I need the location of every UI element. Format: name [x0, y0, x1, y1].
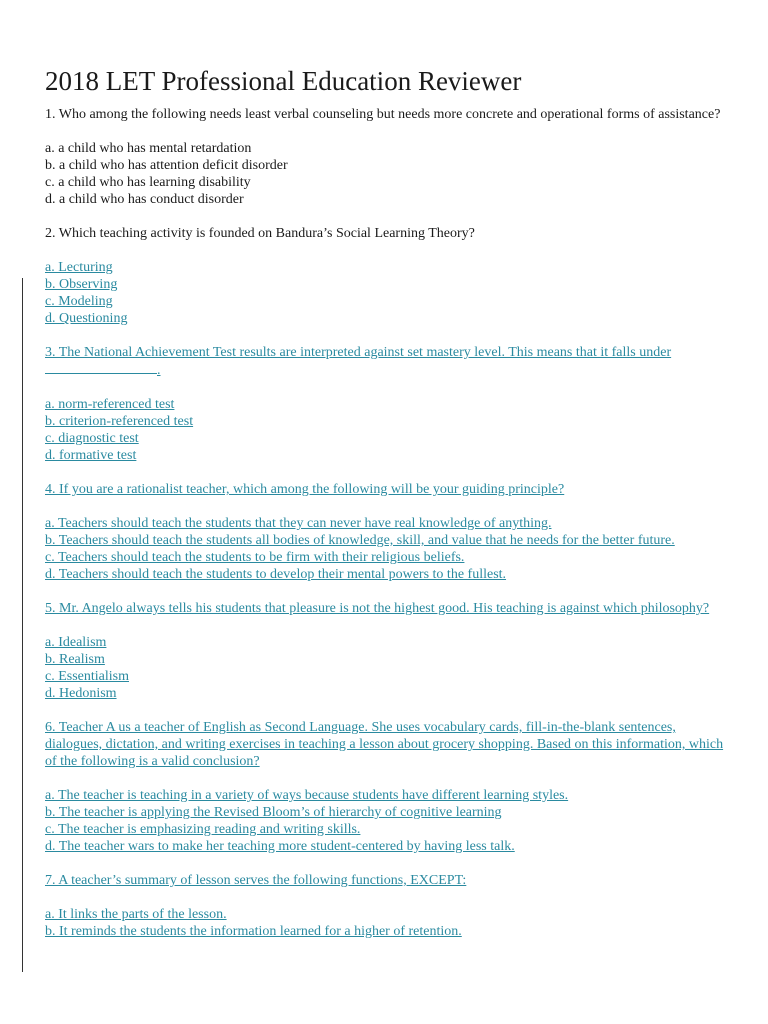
option-2b[interactable]: b. Observing	[45, 277, 118, 292]
answer-blank	[45, 361, 157, 374]
option-4a[interactable]: a. Teachers should teach the students that they can never have real knowledge of anything.	[45, 516, 552, 531]
question-2: 2. Which teaching activity is founded on Bandura’s Social Learning Theory?	[45, 226, 475, 241]
option-4b[interactable]: b. Teachers should teach the students all bodies of knowledge, skill, and value that he needs for the better future.	[45, 533, 675, 548]
question-3-options	[45, 396, 725, 464]
question-3-block	[45, 344, 725, 379]
option-2a[interactable]: a. Lecturing	[45, 260, 113, 275]
option-3d[interactable]: d. formative test	[45, 448, 137, 463]
question-2-options	[45, 259, 725, 327]
margin-change-bar	[22, 278, 23, 972]
option-1a: a. a child who has mental retardation	[45, 141, 252, 156]
option-4c[interactable]: c. Teachers should teach the students to be firm with their religious beliefs.	[45, 550, 465, 565]
question-7[interactable]: 7. A teacher’s summary of lesson serves the following functions, EXCEPT:	[45, 873, 467, 888]
question-6-options	[45, 787, 725, 855]
question-5[interactable]: 5. Mr. Angelo always tells his students that pleasure is not the highest good. His teaching is against which philosophy?	[45, 601, 710, 616]
option-6b[interactable]: b. The teacher is applying the Revised Bloom’s of hierarchy of cognitive learning	[45, 805, 502, 820]
question-3-tail: .	[157, 363, 161, 378]
option-3c[interactable]: c. diagnostic test	[45, 431, 139, 446]
option-5a[interactable]: a. Idealism	[45, 635, 107, 650]
question-4-options	[45, 515, 725, 583]
option-5b[interactable]: b. Realism	[45, 652, 105, 667]
document-page	[45, 64, 725, 940]
option-7a[interactable]: a. It links the parts of the lesson.	[45, 907, 227, 922]
option-3b[interactable]: b. criterion-referenced test	[45, 414, 194, 429]
question-4[interactable]: 4. If you are a rationalist teacher, which among the following will be your guiding principle?	[45, 482, 565, 497]
option-5d[interactable]: d. Hedonism	[45, 686, 117, 701]
option-6a[interactable]: a. The teacher is teaching in a variety of ways because students have different learning styles.	[45, 788, 569, 803]
option-1d: d. a child who has conduct disorder	[45, 192, 244, 207]
option-2d[interactable]: d. Questioning	[45, 311, 128, 326]
question-1: 1. Who among the following needs least verbal counseling but needs more concrete and operational forms of assistance?	[45, 107, 721, 122]
question-3[interactable]: 3. The National Achievement Test results are interpreted against set mastery level. This means that it falls under	[45, 345, 672, 360]
question-7-options	[45, 906, 725, 940]
option-4d[interactable]: d. Teachers should teach the students to develop their mental powers to the fullest.	[45, 567, 507, 582]
question-1-options	[45, 140, 725, 208]
option-3a[interactable]: a. norm-referenced test	[45, 397, 175, 412]
option-1b: b. a child who has attention deficit disorder	[45, 158, 288, 173]
option-5c[interactable]: c. Essentialism	[45, 669, 129, 684]
page-title: 2018 LET Professional Education Reviewer	[45, 66, 522, 96]
option-2c[interactable]: c. Modeling	[45, 294, 113, 309]
option-6c[interactable]: c. The teacher is emphasizing reading and writing skills.	[45, 822, 361, 837]
question-5-options	[45, 634, 725, 702]
option-1c: c. a child who has learning disability	[45, 175, 251, 190]
question-6[interactable]: 6. Teacher A us a teacher of English as Second Language. She uses vocabulary cards, fill-in-the-blank sentences, dialogues, dictation, and writing exercises in teaching a lesson about grocery shopping. Based on this information, which of the following is a valid conclusion?	[45, 720, 724, 769]
option-6d[interactable]: d. The teacher wars to make her teaching more student-centered by having less talk.	[45, 839, 515, 854]
option-7b[interactable]: b. It reminds the students the information learned for a higher of retention.	[45, 924, 462, 939]
